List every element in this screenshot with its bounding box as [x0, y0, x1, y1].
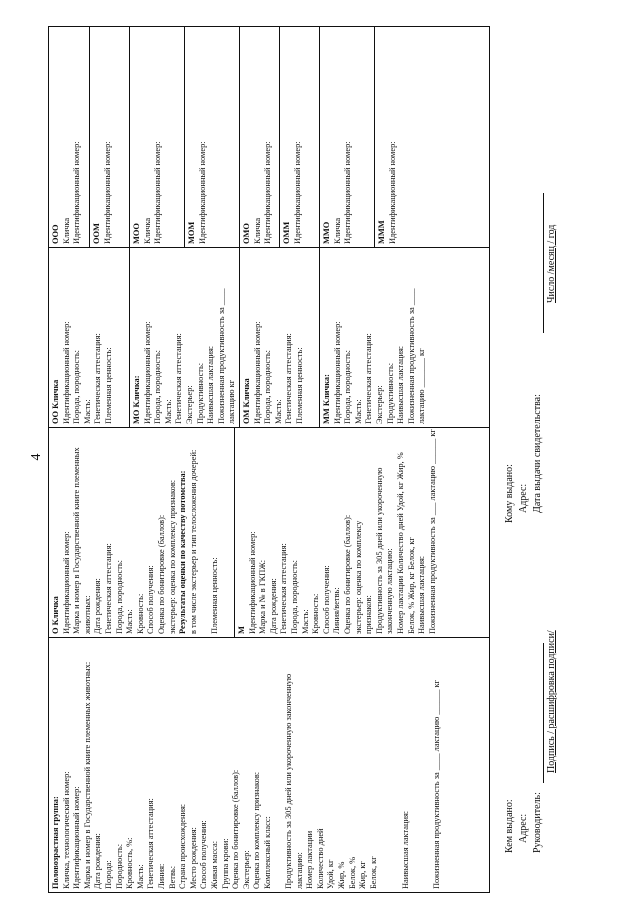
- form-line: Кровность, %:: [125, 837, 135, 889]
- form-line: [390, 641, 401, 889]
- signature-caption: Подпись / расшифровка подписи/: [546, 630, 557, 773]
- form-line: Марка и № в ГКПЖ:: [258, 559, 268, 634]
- form-line: Способ получения:: [321, 565, 331, 634]
- pedigree-certificate-form: [48, 18, 608, 893]
- form-line: Идентификационный номер:: [102, 141, 112, 244]
- issue-date-label: Дата выдачи свидетельства:: [532, 394, 543, 513]
- form-line: ОМО: [242, 223, 251, 244]
- mmo-cell: [319, 27, 374, 247]
- form-line: Идентификационный номер:: [142, 321, 152, 424]
- form-line: ООО: [51, 224, 60, 244]
- form-line: ООМ: [92, 223, 101, 244]
- form-line: ОМ Кличка: [242, 378, 251, 424]
- form-line: Результаты оценки по качеству потомства:: [178, 470, 188, 634]
- form-line: Масть:: [273, 399, 283, 424]
- form-line: Наивысшая лактация:: [400, 810, 410, 889]
- form-line: Страна происхождения:: [178, 803, 188, 889]
- form-line: Продуктивность за 305 дней или укороченную законченную: [284, 673, 294, 889]
- form-line: Порода, породность:: [343, 349, 353, 424]
- form-line: Способ получения:: [199, 820, 209, 889]
- form-line: Идентификационный номер:: [292, 141, 302, 244]
- form-line: Порода, породность:: [114, 559, 124, 634]
- form-line: Кличка: [252, 217, 262, 244]
- form-line: Марка и номер в Государственной книге племенных животных:: [82, 661, 92, 889]
- omo-cell: [239, 27, 279, 247]
- form-line: Генетическая аттестация:: [174, 333, 184, 424]
- mother-cell: [234, 428, 489, 637]
- form-line: Белок, кг: [368, 856, 378, 889]
- form-line: Половозрастная группа:: [51, 796, 60, 889]
- issuance-block: [503, 28, 603, 893]
- form-line: ОММ: [282, 221, 291, 244]
- form-line: ОО Кличка: [51, 379, 60, 424]
- form-line: [422, 641, 433, 889]
- omm-cell: [279, 27, 319, 247]
- form-line: Масть:: [163, 399, 173, 424]
- form-line: Масть:: [125, 609, 135, 634]
- moo-cell: [129, 27, 184, 247]
- mmm-cell: [374, 27, 489, 247]
- form-line: Дата рождения:: [93, 578, 103, 634]
- form-line: Комплексный класс:: [262, 816, 272, 889]
- form-line: в том числе экстерьер и тип телосложения дочерей:: [188, 449, 198, 634]
- form-line: животных:: [82, 595, 92, 634]
- animal-info-column: [49, 637, 489, 892]
- form-line: Количество дней: [315, 828, 325, 889]
- form-line: Порода, породность:: [289, 559, 299, 634]
- form-line: [411, 641, 422, 889]
- form-line: Идентификационный номер:: [263, 141, 273, 244]
- form-line: [379, 641, 390, 889]
- form-line: Генетическая аттестация:: [146, 798, 156, 889]
- form-line: МОМ: [187, 221, 196, 244]
- form-line: Племенная ценность:: [209, 557, 219, 634]
- form-line: Пожизненная продуктивность за ___ лактацию ______ кг: [427, 429, 437, 634]
- form-line: Идентификационный номер:: [387, 141, 397, 244]
- address-right-label: Адрес:: [518, 483, 529, 513]
- form-line: Экстерьер:: [184, 385, 194, 424]
- form-line: Идентификационный номер:: [61, 531, 71, 634]
- form-line: Генетическая аттестация:: [284, 333, 294, 424]
- form-line: Марка и номер в Государственной книге племенных: [72, 447, 82, 634]
- form-line: Масть:: [135, 864, 145, 889]
- form-line: Номер лактации: [305, 830, 315, 889]
- form-line: Наивысшая лактация:: [417, 555, 427, 634]
- form-line: Жир, кг: [358, 861, 368, 889]
- page-number: 4: [29, 453, 44, 461]
- form-line: Линия:: [156, 863, 166, 889]
- form-line: Генетическая аттестация:: [103, 543, 113, 634]
- form-line: Кровность:: [311, 593, 321, 634]
- form-line: Кличка: [142, 217, 152, 244]
- form-line: Идентификационный номер:: [72, 141, 82, 244]
- form-line: экстерьер: оценка по комплексу: [353, 520, 363, 634]
- form-line: экстерьер: оценка по комплексу признаков:: [167, 479, 177, 634]
- animal-info-lines: [51, 641, 443, 889]
- form-line: Порода, породность:: [72, 349, 82, 424]
- form-line: Удой, кг: [326, 859, 336, 889]
- form-line: Идентификационный номер:: [343, 141, 353, 244]
- form-line: Идентификационный номер:: [153, 141, 163, 244]
- form-line: Генетическая аттестация:: [364, 333, 374, 424]
- form-line: Идентификационный номер:: [197, 141, 207, 244]
- form-line: Идентификационный номер:: [61, 321, 71, 424]
- form-line: Способ получения:: [146, 565, 156, 634]
- form-line: Продуктивность:: [385, 362, 395, 424]
- form-line: законченную лактацию:: [385, 548, 395, 634]
- form-line: Идентификационный номер:: [72, 786, 82, 889]
- form-line: Жир, %: [337, 861, 347, 889]
- oom-cell: [89, 27, 129, 247]
- form-line: [273, 641, 284, 889]
- form-line: Генетическая аттестация:: [93, 333, 103, 424]
- form-line: Порода:: [103, 860, 113, 889]
- form-line: Оценка по бонитировке (баллов):: [156, 514, 166, 634]
- form-line: Экстерьер:: [374, 385, 384, 424]
- form-line: Белок, %: [347, 856, 357, 889]
- issued-by-label: Кем выдано:: [504, 799, 515, 853]
- form-line: МОО: [132, 223, 141, 244]
- form-line: Порода, породность:: [263, 349, 273, 424]
- form-line: Масть:: [82, 399, 92, 424]
- issued-to-label: Кому выдано:: [504, 464, 515, 523]
- form-line: Идентификационный номер:: [247, 531, 257, 634]
- form-line: Масть:: [353, 399, 363, 424]
- form-line: Группа крови:: [220, 838, 230, 889]
- form-line: Наивысшая лактация:: [396, 345, 406, 424]
- form-line: Племенная ценность:: [103, 347, 113, 424]
- form-line: Генетическая аттестация:: [279, 543, 289, 634]
- form-line: Пожизненная продуктивность за ____ лактацию ______ кг: [432, 679, 442, 889]
- form-line: Масть:: [300, 609, 310, 634]
- mo-cell: [129, 248, 239, 427]
- form-line: [199, 431, 210, 634]
- form-line: Наивысшая лактация:: [206, 345, 216, 424]
- form-line: лактацию _______ кг: [417, 348, 427, 424]
- address-left-label: Адрес:: [518, 813, 529, 843]
- form-line: МО Кличка:: [132, 375, 141, 424]
- form-line: Пожизненная продуктивность за ____: [216, 288, 226, 424]
- form-line: Продуктивность за 305 дней или укороченную: [374, 467, 384, 634]
- om-cell: [239, 248, 319, 427]
- issue-date-line: [531, 193, 544, 333]
- pedigree-table: [48, 26, 490, 893]
- form-line: ММО: [322, 221, 331, 244]
- form-line: Дата рождения:: [268, 578, 278, 634]
- form-line: Кровность:: [135, 593, 145, 634]
- form-line: Идентификационный номер:: [332, 321, 342, 424]
- form-line: признаков:: [364, 595, 374, 634]
- form-line: Оценка по бонитировке (баллов):: [231, 769, 241, 889]
- form-line: Линия/ветвь:: [332, 587, 342, 634]
- head-label: Руководитель:: [532, 792, 543, 853]
- father-cell: [49, 428, 234, 637]
- form-line: Оценка по бонитировке (баллов):: [342, 514, 352, 634]
- form-line: МММ: [377, 220, 386, 244]
- form-line: Дата рождения:: [93, 833, 103, 889]
- form-line: Живая масса:: [209, 840, 219, 889]
- form-line: Белок, % Жир, кг Белок, кг: [406, 537, 416, 634]
- form-line: Племенная ценность:: [294, 347, 304, 424]
- great-grandparents-column: [49, 27, 489, 247]
- head-signature-line: [531, 643, 544, 783]
- form-line: лактацию:: [294, 852, 304, 889]
- form-line: Экстерьер:: [241, 850, 251, 889]
- parents-column: [49, 427, 489, 637]
- grandparents-column: [49, 247, 489, 427]
- mom-cell: [184, 27, 239, 247]
- mm-cell: [319, 248, 489, 427]
- date-format-caption: Число /месяц / год: [546, 224, 557, 303]
- form-line: М: [237, 626, 246, 634]
- oo-cell: [49, 248, 129, 427]
- form-line: лактацию кг: [227, 379, 237, 424]
- form-line: Место рождения:: [188, 827, 198, 889]
- form-line: Ветвь:: [167, 865, 177, 889]
- form-line: Порода, породность:: [153, 349, 163, 424]
- form-line: Номер лактации Количество дней Удой, кг Жир, %: [395, 452, 405, 634]
- form-line: Кличка, технологический номер:: [61, 771, 71, 889]
- form-line: Пожизненная продуктивность за ____: [406, 288, 416, 424]
- form-line: Породность:: [114, 843, 124, 889]
- form-line: О Кличка: [51, 596, 60, 634]
- form-line: Оценка по комплексу признаков:: [252, 771, 262, 889]
- form-line: Идентификационный номер:: [252, 321, 262, 424]
- form-line: ММ Кличка:: [322, 374, 331, 424]
- form-line: Кличка: [61, 217, 71, 244]
- form-line: Кличка: [332, 217, 342, 244]
- ooo-cell: [49, 27, 89, 247]
- form-line: Продуктивность:: [195, 362, 205, 424]
